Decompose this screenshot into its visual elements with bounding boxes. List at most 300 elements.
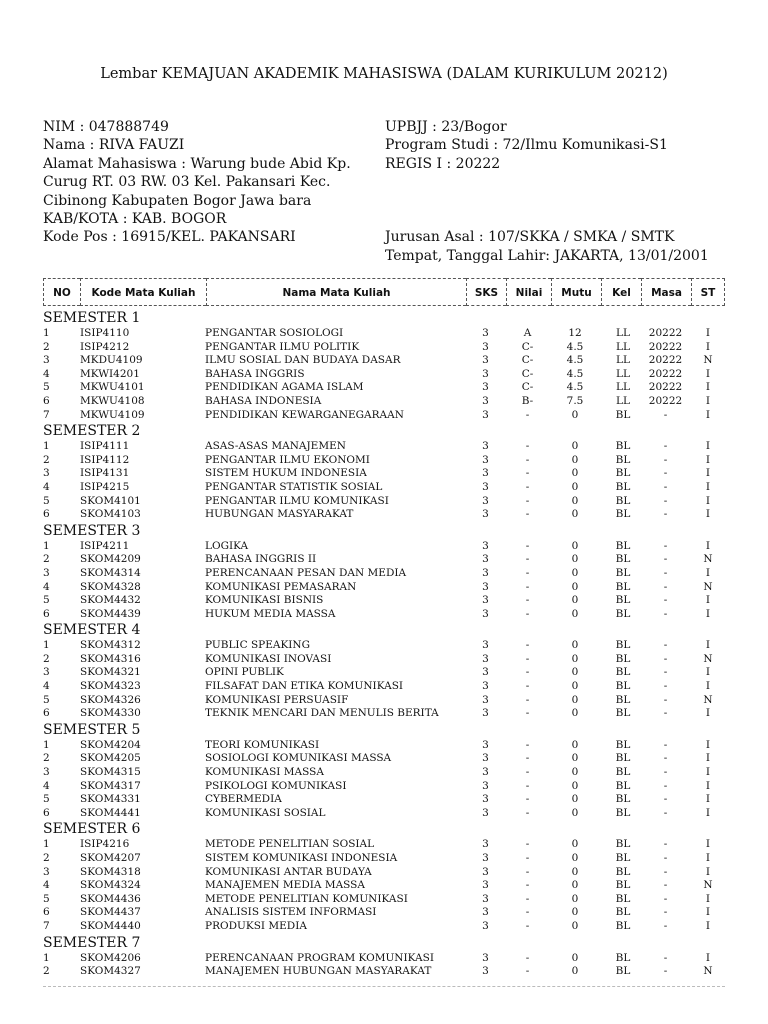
cell-st: I bbox=[705, 951, 711, 964]
cell-kode: MKWU4108 bbox=[80, 394, 145, 407]
cell-nama: PERENCANAAN PESAN DAN MEDIA bbox=[205, 566, 407, 579]
cell-masa: - bbox=[663, 838, 668, 851]
cell-nama: HUBUNGAN MASYARAKAT bbox=[205, 508, 354, 521]
cell-masa: - bbox=[663, 919, 668, 932]
cell-nilai: - bbox=[525, 652, 530, 665]
cell-masa: - bbox=[663, 494, 668, 507]
cell-nilai: - bbox=[525, 838, 530, 851]
cell-no: 5 bbox=[43, 494, 50, 507]
cell-kel: BL bbox=[615, 879, 631, 892]
cell-sks: 3 bbox=[482, 707, 489, 720]
cell-st: I bbox=[705, 408, 711, 421]
cell-masa: - bbox=[663, 508, 668, 521]
cell-mutu: 0 bbox=[571, 553, 579, 566]
cell-st: I bbox=[705, 793, 711, 806]
cell-kode: SKOM4207 bbox=[80, 852, 141, 864]
cell-kode: SKOM4318 bbox=[80, 865, 141, 878]
cell-kel: BL bbox=[615, 965, 631, 978]
cell-st: I bbox=[705, 508, 711, 521]
table-row bbox=[43, 567, 725, 581]
cell-nama: PSIKOLOGI KOMUNIKASI bbox=[205, 779, 347, 792]
cell-no: 6 bbox=[43, 607, 50, 620]
cell-kode: ISIP4131 bbox=[80, 467, 130, 480]
table-row bbox=[43, 409, 725, 423]
table-row bbox=[43, 368, 725, 382]
cell-nama: KOMUNIKASI SOSIAL bbox=[205, 806, 326, 819]
cell-nama: PENGANTAR ILMU EKONOMI bbox=[205, 453, 370, 466]
header-mutu: Mutu bbox=[551, 278, 601, 306]
cell-nilai: - bbox=[525, 539, 530, 552]
cell-no: 3 bbox=[43, 566, 50, 579]
student-info-right bbox=[385, 118, 755, 265]
cell-nilai: - bbox=[525, 852, 530, 864]
cell-masa: - bbox=[663, 965, 668, 978]
cell-no: 2 bbox=[43, 752, 50, 765]
table-row bbox=[43, 481, 725, 495]
table-row bbox=[43, 707, 725, 721]
cell-kode: SKOM4101 bbox=[80, 494, 141, 507]
cell-sks: 3 bbox=[482, 666, 489, 679]
cell-st: I bbox=[705, 453, 711, 466]
table-row bbox=[43, 766, 725, 780]
page-divider bbox=[43, 986, 725, 987]
cell-kode: SKOM4331 bbox=[80, 793, 141, 806]
cell-kel: BL bbox=[615, 594, 631, 607]
cell-masa: - bbox=[663, 639, 668, 652]
table-row bbox=[43, 341, 725, 355]
table-row bbox=[43, 553, 725, 567]
cell-sks: 3 bbox=[482, 766, 489, 779]
cell-st: N bbox=[703, 965, 713, 978]
cell-no: 3 bbox=[43, 354, 50, 367]
table-row bbox=[43, 508, 725, 522]
cell-st: I bbox=[705, 680, 711, 693]
cell-st: I bbox=[705, 566, 711, 579]
cell-st: I bbox=[705, 594, 711, 607]
cell-sks: 3 bbox=[482, 354, 489, 367]
cell-kode: SKOM4330 bbox=[80, 707, 141, 720]
cell-nilai: - bbox=[525, 793, 530, 806]
table-row bbox=[43, 653, 725, 667]
cell-kel: LL bbox=[616, 354, 630, 367]
table-row bbox=[43, 920, 725, 934]
table-row bbox=[43, 327, 725, 341]
cell-mutu: 0 bbox=[571, 594, 579, 607]
kabkota-field: KAB/KOTA : KAB. BOGOR bbox=[43, 211, 227, 228]
cell-masa: - bbox=[663, 852, 668, 864]
cell-mutu: 0 bbox=[571, 779, 579, 792]
cell-st: I bbox=[705, 639, 711, 652]
cell-mutu: 7.5 bbox=[566, 394, 584, 407]
cell-kode: SKOM4321 bbox=[80, 666, 141, 679]
cell-nilai: - bbox=[525, 467, 530, 480]
semester-heading: SEMESTER 5 bbox=[43, 721, 141, 738]
cell-sks: 3 bbox=[482, 680, 489, 693]
cell-nama: SISTEM KOMUNIKASI INDONESIA bbox=[205, 852, 398, 864]
cell-nama: ANALISIS SISTEM INFORMASI bbox=[205, 906, 377, 919]
cell-nilai: C- bbox=[521, 354, 534, 367]
cell-no: 6 bbox=[43, 906, 50, 919]
name-field: Nama : RIVA FAUZI bbox=[43, 137, 185, 154]
cell-sks: 3 bbox=[482, 440, 489, 453]
cell-nilai: - bbox=[525, 738, 530, 751]
cell-kode: MKWI4201 bbox=[80, 367, 140, 380]
cell-st: I bbox=[705, 381, 711, 394]
cell-kel: BL bbox=[615, 453, 631, 466]
cell-no: 2 bbox=[43, 453, 50, 466]
cell-kel: LL bbox=[616, 327, 630, 339]
semester-heading: SEMESTER 2 bbox=[43, 423, 141, 440]
cell-no: 1 bbox=[43, 539, 50, 552]
cell-sks: 3 bbox=[482, 965, 489, 978]
table-row bbox=[43, 965, 725, 979]
cell-kode: ISIP4212 bbox=[80, 340, 130, 353]
cell-nilai: - bbox=[525, 892, 530, 905]
cell-sks: 3 bbox=[482, 652, 489, 665]
header-sks: SKS bbox=[466, 278, 506, 306]
cell-kel: BL bbox=[615, 766, 631, 779]
cell-nilai: - bbox=[525, 752, 530, 765]
cell-sks: 3 bbox=[482, 566, 489, 579]
cell-kel: BL bbox=[615, 838, 631, 851]
cell-mutu: 0 bbox=[571, 738, 579, 751]
cell-kel: BL bbox=[615, 852, 631, 864]
cell-mutu: 0 bbox=[571, 539, 579, 552]
cell-masa: - bbox=[663, 594, 668, 607]
cell-no: 6 bbox=[43, 806, 50, 819]
cell-masa: 20222 bbox=[648, 327, 683, 339]
cell-sks: 3 bbox=[482, 508, 489, 521]
cell-mutu: 4.5 bbox=[566, 340, 584, 353]
cell-mutu: 0 bbox=[571, 440, 579, 453]
cell-mutu: 0 bbox=[571, 652, 579, 665]
cell-mutu: 0 bbox=[571, 707, 579, 720]
cell-kel: BL bbox=[615, 580, 631, 593]
cell-nama: METODE PENELITIAN KOMUNIKASI bbox=[205, 892, 408, 905]
table-row bbox=[43, 694, 725, 708]
header-kel: Kel bbox=[601, 278, 641, 306]
cell-nama: PENGANTAR SOSIOLOGI bbox=[205, 327, 344, 339]
cell-masa: 20222 bbox=[648, 367, 683, 380]
cell-nilai: - bbox=[525, 566, 530, 579]
cell-kel: BL bbox=[615, 806, 631, 819]
cell-mutu: 0 bbox=[571, 752, 579, 765]
cell-nilai: C- bbox=[521, 381, 534, 394]
cell-kel: BL bbox=[615, 707, 631, 720]
cell-sks: 3 bbox=[482, 539, 489, 552]
cell-nama: BAHASA INGGRIS bbox=[205, 367, 305, 380]
cell-mutu: 0 bbox=[571, 494, 579, 507]
cell-mutu: 0 bbox=[571, 480, 579, 493]
cell-kel: BL bbox=[615, 440, 631, 453]
cell-kode: SKOM4205 bbox=[80, 752, 141, 765]
cell-mutu: 0 bbox=[571, 965, 579, 978]
cell-nilai: - bbox=[525, 494, 530, 507]
cell-nama: FILSAFAT DAN ETIKA KOMUNIKASI bbox=[205, 680, 404, 693]
cell-kel: LL bbox=[616, 367, 630, 380]
cell-mutu: 0 bbox=[571, 806, 579, 819]
cell-nama: PENDIDIKAN AGAMA ISLAM bbox=[205, 381, 364, 394]
cell-kel: BL bbox=[615, 738, 631, 751]
cell-sks: 3 bbox=[482, 838, 489, 851]
cell-sks: 3 bbox=[482, 752, 489, 765]
cell-nama: SOSIOLOGI KOMUNIKASI MASSA bbox=[205, 752, 392, 765]
cell-kode: MKDU4109 bbox=[80, 354, 143, 367]
cell-masa: 20222 bbox=[648, 340, 683, 353]
cell-nama: PENGANTAR STATISTIK SOSIAL bbox=[205, 480, 383, 493]
cell-kel: BL bbox=[615, 566, 631, 579]
table-row bbox=[43, 893, 725, 907]
cell-mutu: 0 bbox=[571, 693, 579, 706]
table-row bbox=[43, 395, 725, 409]
table-row bbox=[43, 866, 725, 880]
cell-mutu: 0 bbox=[571, 906, 579, 919]
cell-kel: BL bbox=[615, 680, 631, 693]
cell-sks: 3 bbox=[482, 779, 489, 792]
registration-field: REGIS I : 20222 bbox=[385, 155, 501, 172]
table-row bbox=[43, 838, 725, 852]
cell-nama: TEKNIK MENCARI DAN MENULIS BERITA bbox=[205, 707, 439, 720]
cell-sks: 3 bbox=[482, 906, 489, 919]
cell-kode: SKOM4103 bbox=[80, 508, 141, 521]
cell-st: I bbox=[705, 838, 711, 851]
cell-kode: MKWU4109 bbox=[80, 408, 145, 421]
cell-kode: SKOM4327 bbox=[80, 965, 141, 978]
cell-sks: 3 bbox=[482, 607, 489, 620]
cell-masa: - bbox=[663, 951, 668, 964]
cell-nilai: C- bbox=[521, 340, 534, 353]
semester-heading: SEMESTER 1 bbox=[43, 310, 141, 326]
table-row bbox=[43, 793, 725, 807]
cell-no: 2 bbox=[43, 965, 50, 978]
table-row bbox=[43, 467, 725, 481]
cell-st: N bbox=[703, 652, 713, 665]
cell-masa: 20222 bbox=[648, 381, 683, 394]
cell-kode: SKOM4432 bbox=[80, 594, 141, 607]
cell-kode: SKOM4440 bbox=[80, 919, 141, 932]
table-row bbox=[43, 680, 725, 694]
cell-kode: ISIP4110 bbox=[80, 327, 130, 339]
table-row bbox=[43, 952, 725, 966]
cell-kel: BL bbox=[615, 467, 631, 480]
cell-kode: ISIP4211 bbox=[80, 539, 130, 552]
cell-st: I bbox=[705, 367, 711, 380]
cell-masa: - bbox=[663, 666, 668, 679]
cell-st: I bbox=[705, 919, 711, 932]
cell-sks: 3 bbox=[482, 580, 489, 593]
cell-no: 3 bbox=[43, 467, 50, 480]
cell-mutu: 0 bbox=[571, 865, 579, 878]
cell-kel: BL bbox=[615, 906, 631, 919]
cell-kel: BL bbox=[615, 892, 631, 905]
table-row bbox=[43, 454, 725, 468]
cell-no: 1 bbox=[43, 838, 50, 851]
cell-masa: - bbox=[663, 539, 668, 552]
cell-nama: KOMUNIKASI MASSA bbox=[205, 766, 324, 779]
cell-no: 4 bbox=[43, 779, 50, 792]
cell-st: I bbox=[705, 752, 711, 765]
table-row bbox=[43, 354, 725, 368]
cell-nama: HUKUM MEDIA MASSA bbox=[205, 607, 336, 620]
cell-no: 2 bbox=[43, 340, 50, 353]
table-row bbox=[43, 440, 725, 454]
cell-nama: ILMU SOSIAL DAN BUDAYA DASAR bbox=[205, 354, 401, 367]
cell-kel: BL bbox=[615, 793, 631, 806]
cell-st: I bbox=[705, 666, 711, 679]
cell-no: 4 bbox=[43, 879, 50, 892]
cell-masa: - bbox=[663, 865, 668, 878]
cell-masa: - bbox=[663, 707, 668, 720]
cell-kel: BL bbox=[615, 951, 631, 964]
semester-heading: SEMESTER 6 bbox=[43, 821, 141, 838]
cell-sks: 3 bbox=[482, 852, 489, 864]
cell-nilai: - bbox=[525, 806, 530, 819]
table-row bbox=[43, 495, 725, 509]
cell-no: 6 bbox=[43, 394, 50, 407]
cell-sks: 3 bbox=[482, 693, 489, 706]
cell-no: 1 bbox=[43, 440, 50, 453]
cell-kode: SKOM4328 bbox=[80, 580, 141, 593]
cell-nilai: - bbox=[525, 580, 530, 593]
cell-nama: OPINI PUBLIK bbox=[205, 666, 284, 679]
cell-sks: 3 bbox=[482, 919, 489, 932]
cell-kode: SKOM4441 bbox=[80, 806, 141, 819]
cell-mutu: 0 bbox=[571, 607, 579, 620]
cell-kel: BL bbox=[615, 779, 631, 792]
cell-mutu: 0 bbox=[571, 680, 579, 693]
semester-heading: SEMESTER 7 bbox=[43, 934, 141, 951]
cell-kode: SKOM4437 bbox=[80, 906, 141, 919]
cell-kel: BL bbox=[615, 494, 631, 507]
cell-kode: SKOM4439 bbox=[80, 607, 141, 620]
cell-kel: BL bbox=[615, 408, 631, 421]
cell-sks: 3 bbox=[482, 327, 489, 339]
cell-no: 5 bbox=[43, 693, 50, 706]
table-row bbox=[43, 666, 725, 680]
address-field: Alamat Mahasiswa : Warung bude Abid Kp. Curug RT. 03 RW. 03 Kel. Pakansari Kec. Cibinong Kabupaten Bogor Jawa bara bbox=[43, 155, 351, 209]
cell-sks: 3 bbox=[482, 381, 489, 394]
upbjj-field: UPBJJ : 23/Bogor bbox=[385, 119, 507, 135]
cell-st: I bbox=[705, 440, 711, 453]
cell-st: I bbox=[705, 467, 711, 480]
cell-nama: KOMUNIKASI BISNIS bbox=[205, 594, 324, 607]
cell-sks: 3 bbox=[482, 553, 489, 566]
course-table-body bbox=[43, 309, 725, 979]
cell-nama: KOMUNIKASI ANTAR BUDAYA bbox=[205, 865, 372, 878]
cell-kel: LL bbox=[616, 340, 630, 353]
cell-no: 2 bbox=[43, 852, 50, 864]
table-row bbox=[43, 780, 725, 794]
cell-masa: - bbox=[663, 779, 668, 792]
cell-masa: - bbox=[663, 566, 668, 579]
cell-nilai: - bbox=[525, 666, 530, 679]
cell-nilai: C- bbox=[521, 367, 534, 380]
cell-masa: - bbox=[663, 408, 668, 421]
cell-mutu: 0 bbox=[571, 919, 579, 932]
cell-sks: 3 bbox=[482, 806, 489, 819]
cell-sks: 3 bbox=[482, 453, 489, 466]
cell-nilai: B- bbox=[521, 394, 534, 407]
cell-no: 6 bbox=[43, 707, 50, 720]
cell-no: 1 bbox=[43, 738, 50, 751]
cell-sks: 3 bbox=[482, 738, 489, 751]
table-row bbox=[43, 608, 725, 622]
cell-nilai: - bbox=[525, 508, 530, 521]
cell-nilai: - bbox=[525, 553, 530, 566]
cell-nilai: - bbox=[525, 919, 530, 932]
cell-kel: BL bbox=[615, 652, 631, 665]
cell-kel: BL bbox=[615, 752, 631, 765]
cell-st: I bbox=[705, 607, 711, 620]
cell-st: I bbox=[705, 766, 711, 779]
cell-kel: BL bbox=[615, 553, 631, 566]
cell-nama: BAHASA INDONESIA bbox=[205, 394, 322, 407]
cell-kel: BL bbox=[615, 639, 631, 652]
cell-nilai: - bbox=[525, 779, 530, 792]
cell-nama: BAHASA INGGRIS II bbox=[205, 553, 317, 566]
cell-no: 5 bbox=[43, 381, 50, 394]
cell-st: I bbox=[705, 738, 711, 751]
cell-kode: SKOM4206 bbox=[80, 951, 141, 964]
cell-no: 2 bbox=[43, 652, 50, 665]
student-info-left bbox=[43, 118, 373, 247]
header-nilai: Nilai bbox=[506, 278, 551, 306]
cell-mutu: 0 bbox=[571, 639, 579, 652]
postal-code-field: Kode Pos : 16915/KEL. PAKANSARI bbox=[43, 229, 296, 246]
cell-st: I bbox=[705, 779, 711, 792]
cell-masa: - bbox=[663, 752, 668, 765]
cell-kode: SKOM4209 bbox=[80, 553, 141, 566]
cell-kode: ISIP4216 bbox=[80, 838, 130, 851]
table-row bbox=[43, 879, 725, 893]
header-masa: Masa bbox=[641, 278, 691, 306]
table-row bbox=[43, 639, 725, 653]
cell-masa: - bbox=[663, 806, 668, 819]
cell-masa: - bbox=[663, 607, 668, 620]
cell-sks: 3 bbox=[482, 467, 489, 480]
table-row bbox=[43, 739, 725, 753]
cell-st: N bbox=[703, 580, 713, 593]
cell-sks: 3 bbox=[482, 394, 489, 407]
cell-masa: - bbox=[663, 680, 668, 693]
cell-st: I bbox=[705, 494, 711, 507]
cell-st: I bbox=[705, 852, 711, 864]
cell-kode: MKWU4101 bbox=[80, 381, 145, 394]
cell-st: I bbox=[705, 539, 711, 552]
cell-nilai: - bbox=[525, 639, 530, 652]
cell-masa: 20222 bbox=[648, 394, 683, 407]
table-row bbox=[43, 807, 725, 821]
cell-masa: - bbox=[663, 480, 668, 493]
cell-kode: SKOM4315 bbox=[80, 766, 141, 779]
cell-masa: - bbox=[663, 879, 668, 892]
cell-st: N bbox=[703, 553, 713, 566]
cell-kode: SKOM4323 bbox=[80, 680, 141, 693]
cell-kel: BL bbox=[615, 919, 631, 932]
cell-nilai: - bbox=[525, 693, 530, 706]
cell-nilai: - bbox=[525, 453, 530, 466]
cell-masa: 20222 bbox=[648, 354, 683, 367]
cell-st: I bbox=[705, 480, 711, 493]
table-row bbox=[43, 752, 725, 766]
cell-masa: - bbox=[663, 453, 668, 466]
cell-sks: 3 bbox=[482, 408, 489, 421]
cell-masa: - bbox=[663, 738, 668, 751]
cell-nilai: - bbox=[525, 865, 530, 878]
cell-masa: - bbox=[663, 892, 668, 905]
cell-no: 7 bbox=[43, 919, 50, 932]
cell-nilai: - bbox=[525, 707, 530, 720]
